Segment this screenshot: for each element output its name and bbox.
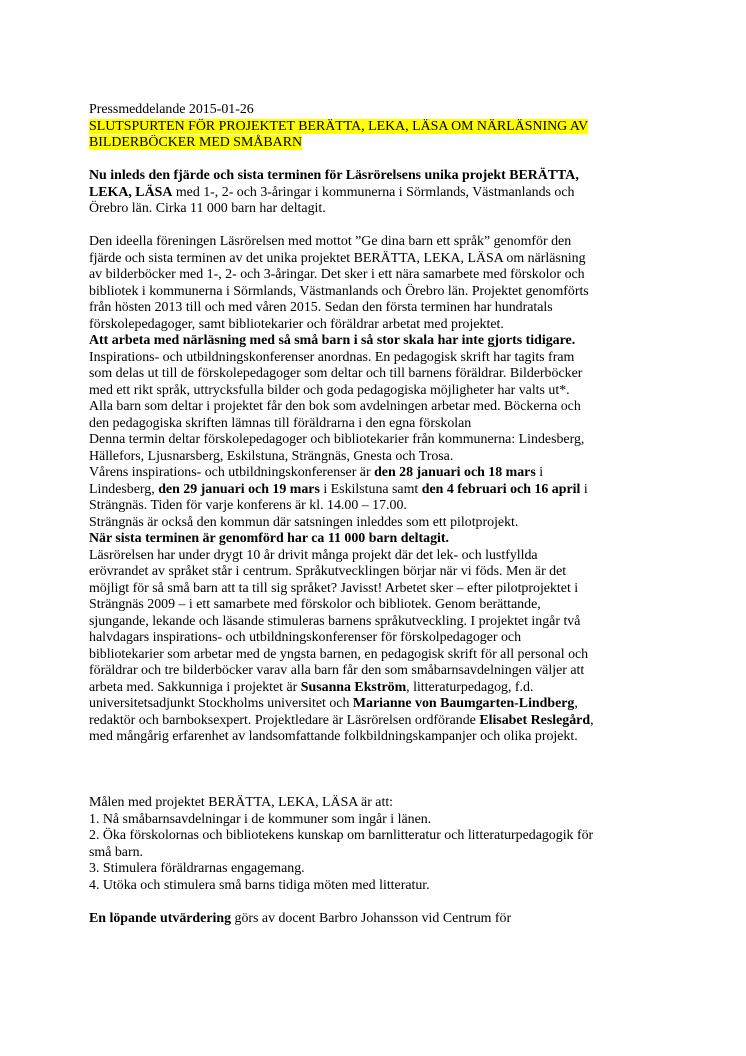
body-line: Inspirations- och utbildningskonferenser anordnas. En pedagogisk skrift har tagits fram bbox=[89, 349, 575, 365]
body-line: bibliotekarier som arbetar med de yngsta barnen, en pedagogisk skrift för all personal och bbox=[89, 646, 589, 662]
experts-line: arbeta med. Sakkunniga i projektet är Susanna Ekström, litteraturpedagog, f.d. bbox=[89, 679, 534, 695]
emphasis-line: När sista terminen är genomförd har ca 11 000 barn deltagit. bbox=[89, 531, 449, 546]
headline-line-2 bbox=[89, 135, 659, 152]
lead-line: LEKA, LÄSA med 1-, 2- och 3-åringar i kommunerna i Sörmlands, Västmanlands och bbox=[89, 184, 575, 200]
body-line: erövrandet av språket står i centrum. Språkutvecklingen börjar när vi föds. Men är det bbox=[89, 564, 567, 579]
lead-line: Nu inleds den fjärde och sista terminen för Läsrörelsens unika projekt BERÄTTA, bbox=[89, 168, 579, 183]
body-line: som delas ut till de förskolepedagoger som deltar och till barnens föräldrar. Bilderböcker bbox=[89, 366, 583, 381]
body-line: med mångårig erfarenhet av landsomfattande folkbildningskampanjer och olika projekt. bbox=[89, 729, 578, 744]
goal-item: 1. Nå småbarnsavdelningar i de kommuner som ingår i länen. bbox=[89, 811, 432, 827]
body-line: den pedagogiska skriften lämnas till föräldrarna i den egna förskolan bbox=[89, 415, 472, 431]
body-line: Strängnäs är också den kommun där satsningen inleddes som ett pilotprojekt. bbox=[89, 514, 519, 530]
body-line: med ett rikt språk, uttrycksfulla bilder och goda pedagogiska möjligheter har valts ut*. bbox=[89, 382, 570, 398]
goals-intro: Målen med projektet BERÄTTA, LEKA, LÄSA är att: bbox=[89, 795, 394, 810]
headline-highlight: SLUTSPURTEN FÖR PROJEKTET BERÄTTA, LEKA, LÄSA OM NÄRLÄSNING AV bbox=[89, 118, 589, 134]
dateline: Pressmeddelande 2015-01-26 bbox=[89, 102, 254, 117]
body-line: bibliotek i kommunerna i Sörmlands, Västmanlands och Örebro län. Projektet genomförts bbox=[89, 283, 589, 299]
experts-line: redaktör och barnboksexpert. Projektledare är Läsrörelsen ordförande Elisabet Reslegård, bbox=[89, 712, 594, 728]
experts-line: universitetsadjunkt Stockholms universitet och Marianne von Baumgarten-Lindberg, bbox=[89, 696, 578, 711]
headline-highlight: BILDERBÖCKER MED SMÅBARN bbox=[89, 135, 303, 150]
body-line: förskolepedagoger, samt bibliotekarier och föräldrar arbetat med projektet. bbox=[89, 316, 504, 332]
body-line: Hällefors, Ljusnarsberg, Eskilstuna, Strängnäs, Gnesta och Trosa. bbox=[89, 448, 454, 464]
evaluation-line: En löpande utvärdering görs av docent Barbro Johansson vid Centrum för bbox=[89, 910, 512, 926]
body-line: möjligt för så små barn att ta till sig språket? Javisst! Arbetet sker – efter pilotprojektet i bbox=[89, 580, 579, 596]
goal-item: 4. Utöka och stimulera små barns tidiga möten med litteratur. bbox=[89, 877, 430, 893]
body-line: Strängnäs 2009 – i ett samarbete med förskolor och bibliotek. Genom berättande, bbox=[89, 597, 541, 612]
body-line: föräldrar och tre bilderböcker varav alla barn får den som småbarnsavdelningen väljer att bbox=[89, 663, 585, 678]
body-line: Den ideella föreningen Läsrörelsen med mottot ”Ge dina barn ett språk” genomför den bbox=[89, 234, 572, 249]
lead-line: Örebro län. Cirka 11 000 barn har deltagit. bbox=[89, 201, 326, 216]
emphasis-line: Att arbeta med närläsning med så små barn i så stor skala har inte gjorts tidigare. bbox=[89, 333, 576, 348]
goal-item: 2. Öka förskolornas och bibliotekens kunskap om barnlitteratur och litteraturpedagogik för bbox=[89, 828, 594, 843]
goal-item: små barn. bbox=[89, 844, 144, 860]
body-line: Denna termin deltar förskolepedagoger och bibliotekarier från kommunerna: Lindesberg, bbox=[89, 432, 585, 447]
body-line: fjärde och sista terminen av det unika projektet BERÄTTA, LEKA, LÄSA om närläsning bbox=[89, 250, 586, 266]
conference-time-line: Strängnäs. Tiden för varje konferens är kl. 14.00 – 17.00. bbox=[89, 498, 407, 513]
body-line: halvdagars inspirations- och utbildningskonferenser för förskolpedagoger och bbox=[89, 630, 522, 645]
conference-dates-line: Vårens inspirations- och utbildningskonferenser är den 28 januari och 18 mars i bbox=[89, 465, 544, 480]
body-line: sjungande, lekande och läsande stimuleras barnens språkutveckling. I projektet ingår två bbox=[89, 613, 581, 629]
press-release-page bbox=[89, 102, 659, 927]
headline-line-1 bbox=[89, 119, 659, 136]
conference-dates-line: Lindesberg, den 29 januari och 19 mars i Eskilstuna samt den 4 februari och 16 april i bbox=[89, 481, 588, 497]
goal-item: 3. Stimulera föräldrarnas engagemang. bbox=[89, 861, 305, 876]
body-line: av bilderböcker med 1-, 2- och 3-åringar. Det sker i ett nära samarbete med förskolor och bbox=[89, 267, 585, 282]
body-line: Alla barn som deltar i projektet får den bok som avdelningen arbetar med. Böckerna och bbox=[89, 399, 581, 414]
body-line: från hösten 2013 till och med våren 2015. Sedan den första terminen har hundratals bbox=[89, 300, 553, 315]
body-line: Läsrörelsen har under drygt 10 år drivit många projekt där det lek- och lustfyllda bbox=[89, 547, 538, 563]
